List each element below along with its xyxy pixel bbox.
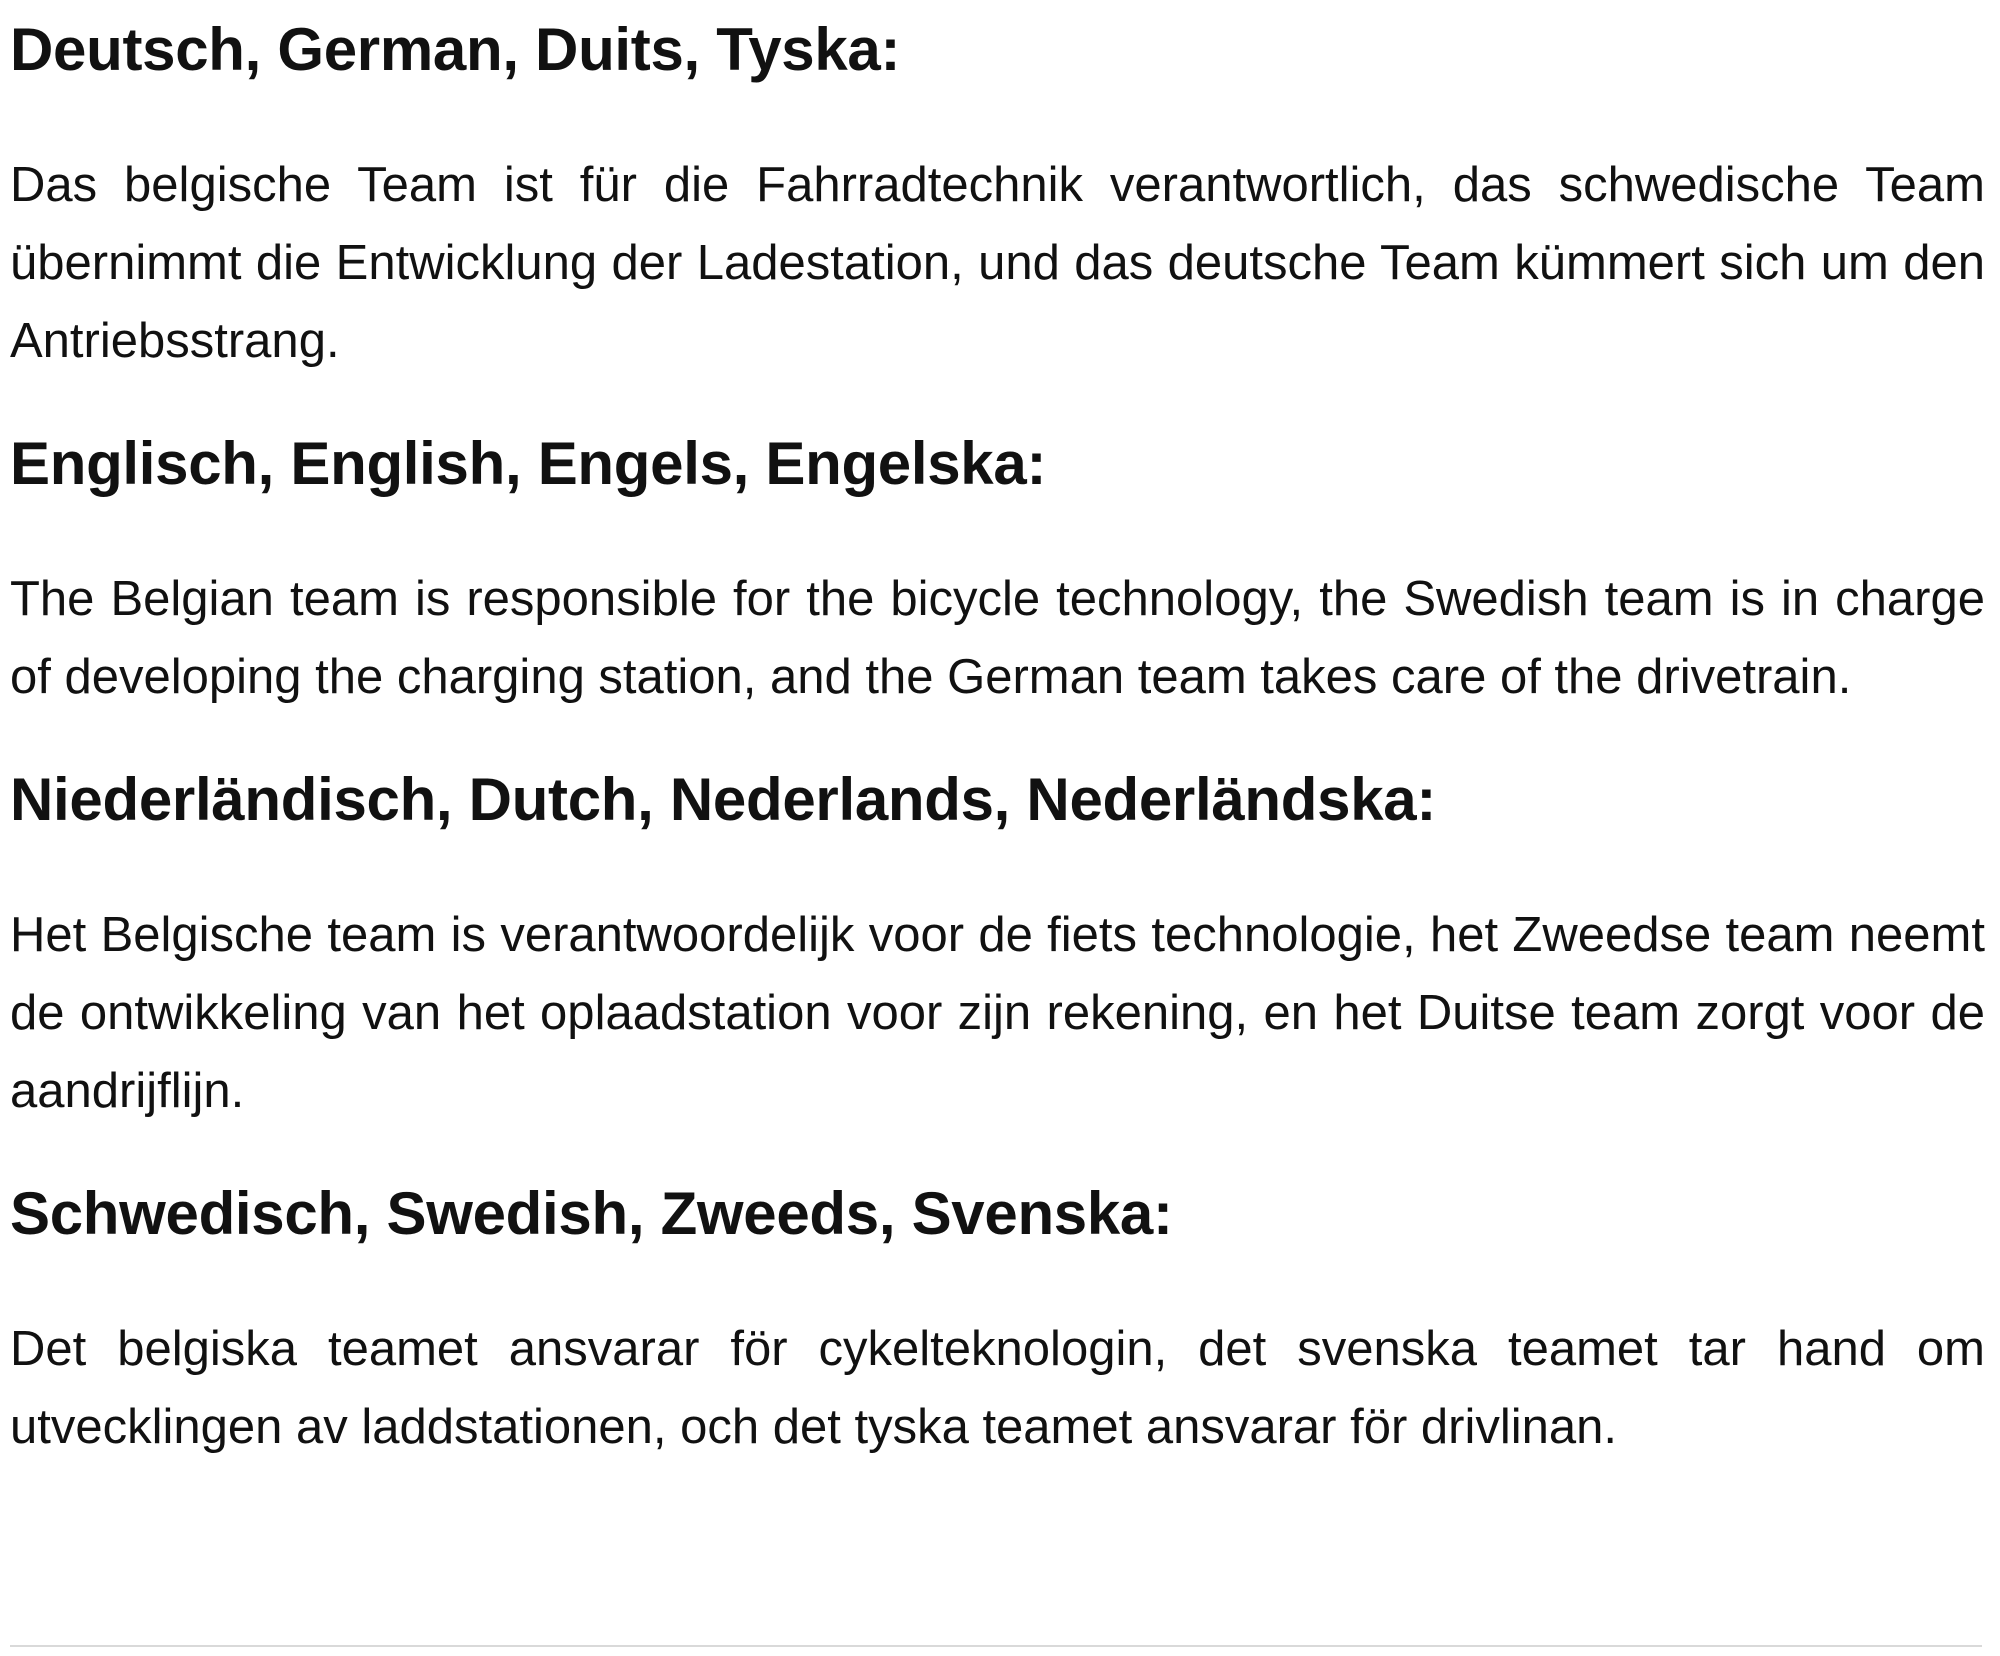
- section-german: [10, 14, 1985, 380]
- section-heading: Niederländisch, Dutch, Nederlands, Nederländska:: [10, 766, 1437, 833]
- section-paragraph: Het Belgische team is verantwoordelijk voor de fiets technologie, het Zweedse team neemt de ontwikkeling van het oplaadstation voor zijn rekening, en het Duitse team zorgt voor de aandrijflijn.: [10, 908, 1985, 1118]
- section-heading: Deutsch, German, Duits, Tyska:: [10, 16, 901, 83]
- document-body: [10, 0, 1985, 1466]
- section-paragraph: The Belgian team is responsible for the bicycle technology, the Swedish team is in charge of developing the charging station, and the German team takes care of the drivetrain.: [10, 572, 1985, 704]
- section-english: [10, 428, 1985, 716]
- bottom-divider: [10, 1645, 1982, 1647]
- section-paragraph: Det belgiska teamet ansvarar för cykelteknologin, det svenska teamet tar hand om utvecklingen av laddstationen, och det tyska teamet ansvarar för drivlinan.: [10, 1322, 1985, 1454]
- section-heading: Englisch, English, Engels, Engelska:: [10, 430, 1047, 497]
- section-dutch: [10, 764, 1985, 1130]
- section-paragraph: Das belgische Team ist für die Fahrradtechnik verantwortlich, das schwedische Team übernimmt die Entwicklung der Ladestation, und das deutsche Team kümmert sich um den Antriebsstrang.: [10, 158, 1985, 368]
- section-swedish: [10, 1178, 1985, 1466]
- section-heading: Schwedisch, Swedish, Zweeds, Svenska:: [10, 1180, 1173, 1247]
